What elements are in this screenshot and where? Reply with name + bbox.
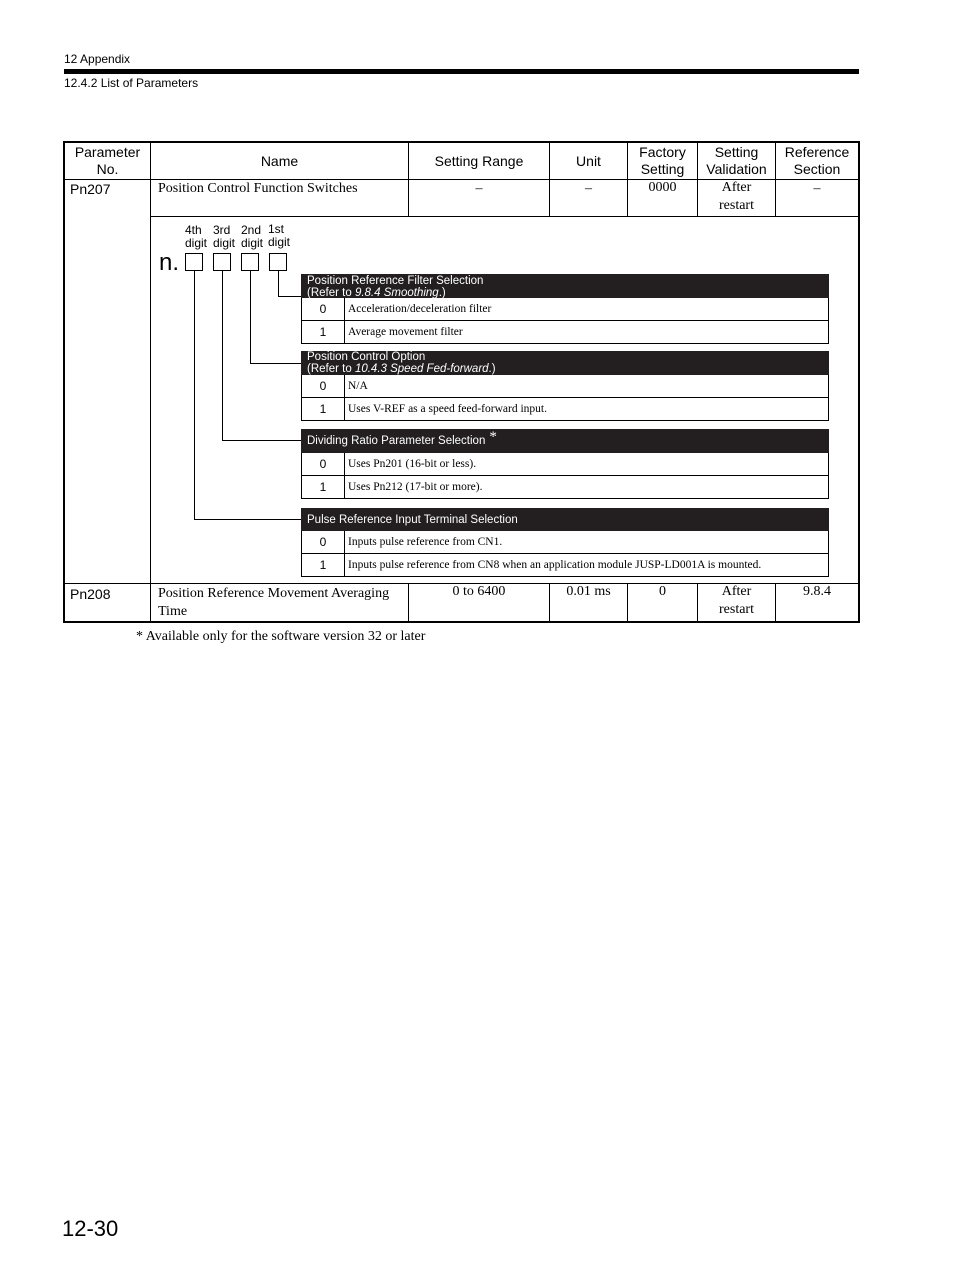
digit-box-4th xyxy=(185,253,203,271)
group-title-dividing-ratio: Dividing Ratio Parameter Selection * xyxy=(301,429,829,453)
digit-label-4th: 4th digit xyxy=(185,223,208,250)
row1-unit: – xyxy=(585,181,592,196)
section-header: 12.4.2 List of Parameters xyxy=(64,76,199,90)
option-code: 1 xyxy=(302,476,345,498)
digit-box-1st xyxy=(269,253,287,271)
option-code: 0 xyxy=(302,453,345,475)
row1-name: Position Control Function Switches xyxy=(158,181,358,196)
col-header-setting-validation: Setting Validation xyxy=(706,144,767,177)
option-text: Uses V-REF as a speed feed-forward input. xyxy=(348,403,547,415)
footnote-mark: * xyxy=(489,429,497,445)
row2-setting-range: 0 to 6400 xyxy=(452,584,506,599)
option-text: Uses Pn212 (17-bit or more). xyxy=(348,481,483,493)
parameter-prefix: n. xyxy=(159,249,180,276)
col-header-name: Name xyxy=(260,152,299,169)
digit-label-1st: 1st digit xyxy=(268,222,291,249)
page-number: 12-30 xyxy=(62,1216,119,1241)
col-header-factory-setting: Factory Setting xyxy=(639,144,686,177)
digit-label-3rd: 3rd digit xyxy=(213,223,236,250)
option-row xyxy=(301,375,829,398)
header-rule xyxy=(64,69,859,74)
option-row xyxy=(301,321,829,344)
option-code: 1 xyxy=(302,398,345,420)
row2-name: Position Reference Movement Averaging Time xyxy=(158,586,390,619)
option-code: 0 xyxy=(302,375,345,397)
row1-param-no: Pn207 xyxy=(70,181,111,197)
option-text: Uses Pn201 (16-bit or less). xyxy=(348,458,477,470)
digit-box-2nd xyxy=(241,253,259,271)
col-header-setting-range: Setting Range xyxy=(434,152,524,169)
option-text: Acceleration/deceleration filter xyxy=(348,303,492,315)
option-text: Inputs pulse reference from CN1. xyxy=(348,536,503,548)
option-code: 0 xyxy=(302,298,345,320)
option-row xyxy=(301,453,829,476)
group-title-position-reference-filter: Position Reference Filter Selection (Refer to 9.8.4 Smoothing.) xyxy=(301,274,829,298)
option-row xyxy=(301,531,829,554)
option-text: Inputs pulse reference from CN8 when an application module JUSP-LD001A is mounted. xyxy=(348,559,762,571)
col-header-reference-section: Reference Section xyxy=(784,144,850,177)
option-text: N/A xyxy=(348,380,368,392)
row1-reference-section: – xyxy=(813,181,821,196)
option-row xyxy=(301,398,829,421)
row1-setting-validation: After restart xyxy=(719,180,754,213)
row2-setting-validation: After restart xyxy=(719,584,754,617)
option-code: 1 xyxy=(302,554,345,576)
option-row xyxy=(301,476,829,499)
row1-factory-setting: 0000 xyxy=(648,180,677,195)
col-header-param-no: Parameter No. xyxy=(74,144,141,177)
row1-setting-range: – xyxy=(475,181,483,196)
footnote: * Available only for the software version 32 or later xyxy=(136,629,426,644)
group-title-position-control-option: Position Control Option (Refer to 10.4.3 Speed Fed-forward.) xyxy=(301,351,829,375)
option-code: 1 xyxy=(302,321,345,343)
digit-label-2nd: 2nd digit xyxy=(241,223,264,250)
col-header-unit: Unit xyxy=(576,152,601,169)
row2-param-no: Pn208 xyxy=(70,586,111,602)
group-title-pulse-reference-input: Pulse Reference Input Terminal Selection xyxy=(301,508,829,531)
option-code: 0 xyxy=(302,531,345,553)
chapter-header: 12 Appendix xyxy=(64,52,131,66)
digit-box-3rd xyxy=(213,253,231,271)
option-text: Average movement filter xyxy=(348,326,463,338)
option-row xyxy=(301,298,829,321)
option-row xyxy=(301,554,829,577)
row2-unit: 0.01 ms xyxy=(566,584,611,599)
row2-factory-setting: 0 xyxy=(659,584,666,599)
row2-reference-section: 9.8.4 xyxy=(803,584,831,599)
